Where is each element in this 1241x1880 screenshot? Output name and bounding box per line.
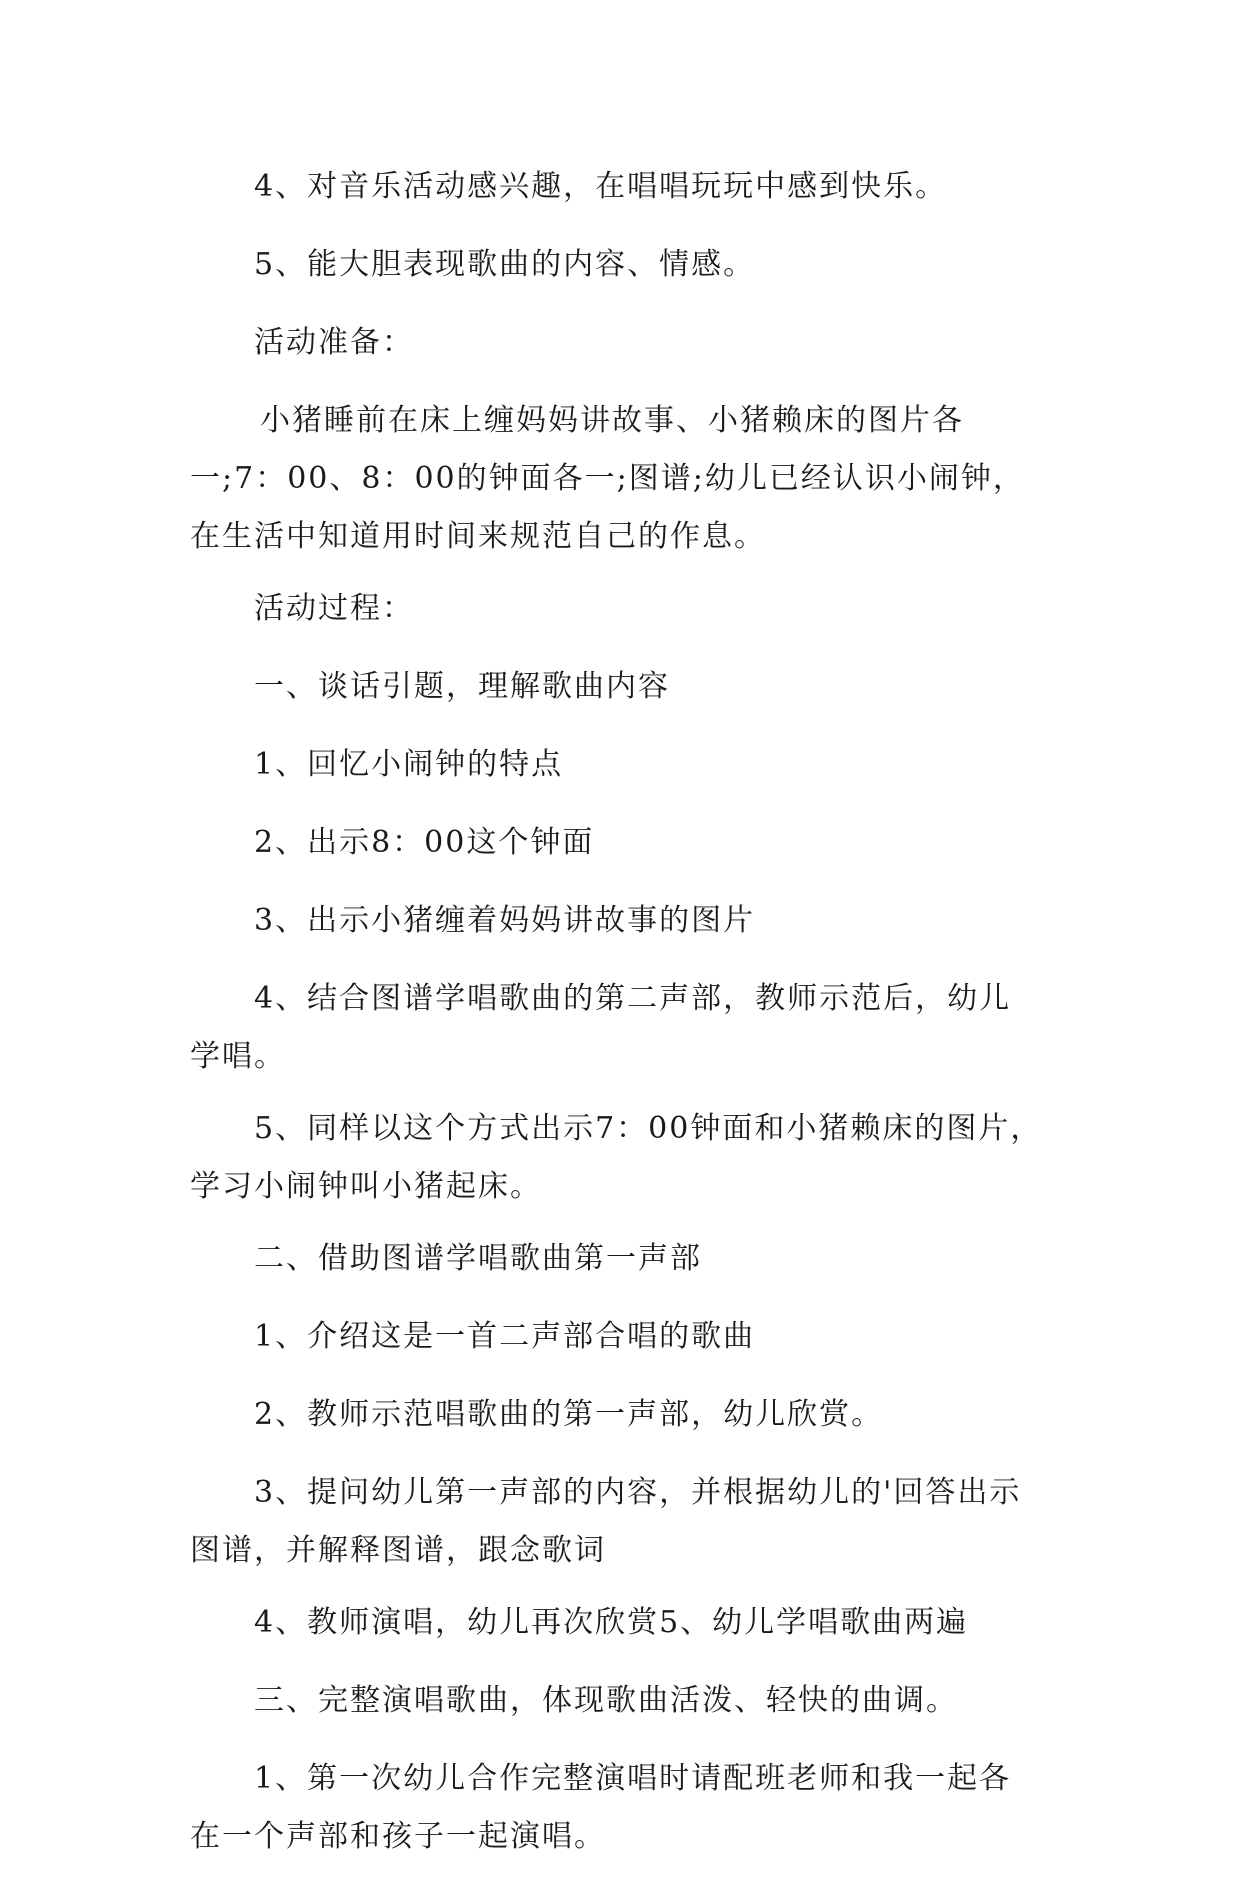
section-three-title <box>190 1672 1050 1730</box>
list-item <box>190 1100 1050 1216</box>
text-line: 二、借助图谱学唱歌曲第一声部 <box>254 1241 702 1276</box>
heading-process <box>190 580 1050 638</box>
text-line: 4、教师演唱，幼儿再次欣赏5、幼儿学唱歌曲两遍 <box>254 1605 969 1640</box>
paragraph-goal-4 <box>190 158 1050 216</box>
text-line: 活动准备： <box>254 325 414 360</box>
section-one-title <box>190 658 1050 716</box>
text-line: 1、回忆小闹钟的特点 <box>254 747 564 782</box>
text-line: 5、同样以这个方式出示7：00钟面和小猪赖床的图片， <box>254 1111 1043 1146</box>
heading-preparation <box>190 314 1050 372</box>
text-line: 小猪睡前在床上缠妈妈讲故事、小猪赖床的图片各 <box>260 403 964 438</box>
list-item <box>190 1750 1050 1866</box>
text-line: 2、教师示范唱歌曲的第一声部，幼儿欣赏。 <box>254 1397 884 1432</box>
text-line: 学唱。 <box>190 1039 286 1074</box>
text-line: 4、对音乐活动感兴趣，在唱唱玩玩中感到快乐。 <box>254 169 948 204</box>
text-line: 5、能大胆表现歌曲的内容、情感。 <box>254 247 756 282</box>
text-line: 2、出示8：00这个钟面 <box>254 825 595 860</box>
text-line: 一、谈话引题，理解歌曲内容 <box>254 669 670 704</box>
list-item <box>190 814 1050 872</box>
section-two-title <box>190 1230 1050 1288</box>
paragraph-goal-5 <box>190 236 1050 294</box>
text-line: 在生活中知道用时间来规范自己的作息。 <box>190 519 766 554</box>
text-line: 1、介绍这是一首二声部合唱的歌曲 <box>254 1319 756 1354</box>
text-line: 4、结合图谱学唱歌曲的第二声部，教师示范后，幼儿 <box>254 981 1012 1016</box>
list-item <box>190 1386 1050 1444</box>
list-item <box>190 970 1050 1086</box>
text-line: 学习小闹钟叫小猪起床。 <box>190 1169 542 1204</box>
paragraph-preparation-details <box>190 392 1050 566</box>
text-line: 活动过程： <box>254 591 414 626</box>
list-item <box>190 736 1050 794</box>
list-item <box>190 892 1050 950</box>
list-item <box>190 1308 1050 1366</box>
text-line: 1、第一次幼儿合作完整演唱时请配班老师和我一起各 <box>254 1761 1012 1796</box>
text-line: 一;7：00、8：00的钟面各一;图谱;幼儿已经认识小闹钟， <box>190 461 1025 496</box>
document-body <box>190 158 1050 1880</box>
text-line: 三、完整演唱歌曲，体现歌曲活泼、轻快的曲调。 <box>254 1683 958 1718</box>
list-item <box>190 1464 1050 1580</box>
list-item <box>190 1594 1050 1652</box>
text-line: 3、出示小猪缠着妈妈讲故事的图片 <box>254 903 756 938</box>
text-line: 3、提问幼儿第一声部的内容，并根据幼儿的'回答出示 <box>254 1475 1022 1510</box>
text-line: 图谱，并解释图谱，跟念歌词 <box>190 1533 606 1568</box>
text-line: 在一个声部和孩子一起演唱。 <box>190 1819 606 1854</box>
